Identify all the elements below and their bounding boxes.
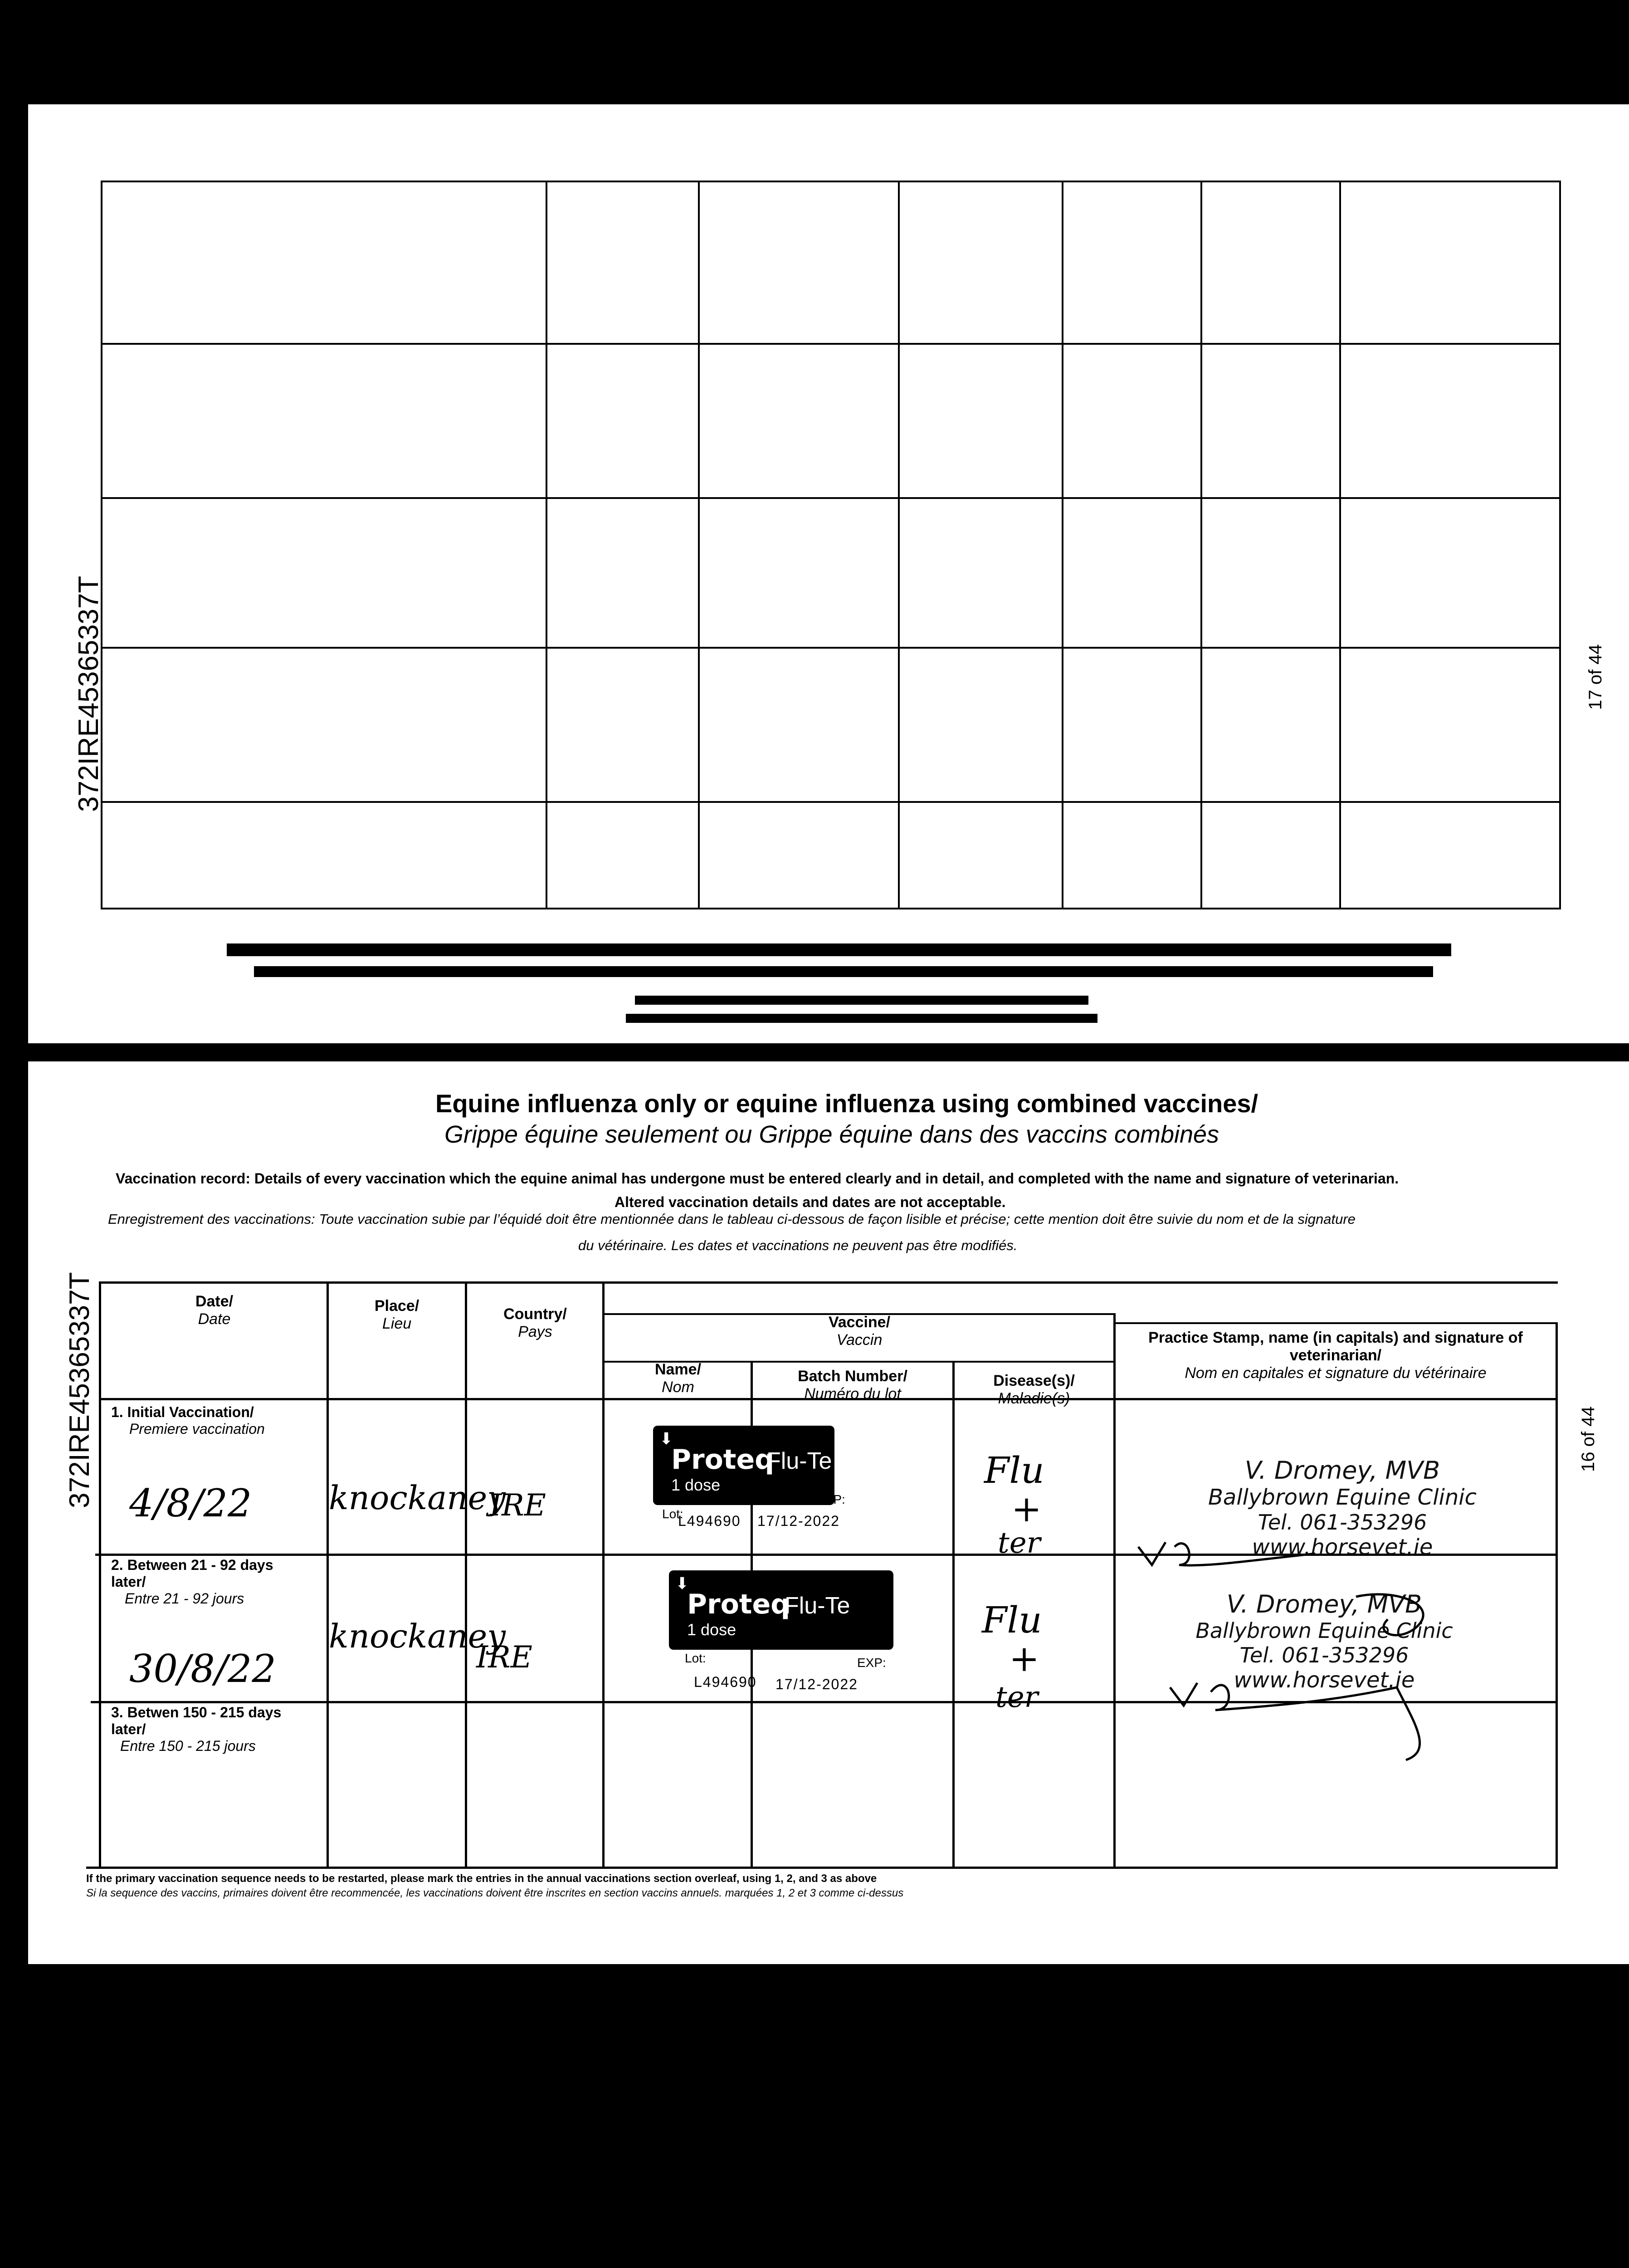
row2-disease-1: Flu [982,1599,1042,1641]
upper-redacted-line [254,966,1433,977]
sticker-brand: Proteq [687,1589,790,1620]
row2-vaccine-sticker [669,1570,893,1650]
sticker-dose: 1 dose [687,1620,736,1639]
vet-name: V. Dromey, MVB [1244,1456,1440,1485]
clinic-tel: Tel. 061-353296 [1239,1643,1409,1667]
row1-disease-plus: + [1011,1488,1042,1530]
record-label: Vaccination record: [116,1170,250,1187]
sticker-arrow-icon: ⬇ [659,1429,673,1448]
header-place: Place/ Lieu [374,1297,419,1332]
scan-bottom-edge [0,1964,1629,2268]
header-batch: Batch Number/ Numéro du lot [798,1368,907,1403]
row2-expiry: 17/12-2022 [775,1676,858,1692]
row2-disease-plus: + [1009,1637,1040,1680]
clinic-web: www.horsevet.ie [1234,1667,1415,1693]
row1-country: IRE [490,1488,546,1523]
section-title: Equine influenza only or equine influenza using combined vaccines/ [435,1089,1258,1118]
row2-batch: L494690 [694,1674,757,1690]
row2-exp-label: EXP: [857,1656,886,1670]
sticker-dose: 1 dose [671,1476,721,1494]
row1-date: 4/8/22 [129,1481,252,1525]
upper-redacted-line [626,1014,1097,1023]
sticker-arrow-icon: ⬇ [675,1574,689,1593]
row1-exp-label: EXP: [816,1492,845,1506]
row1-vaccine-sticker [653,1426,834,1505]
lower-horse-id: 372IRE45365337T [64,1272,95,1508]
header-date: Date/ Date [195,1293,234,1328]
header-stamp: Practice Stamp, name (in capitals) and signature of veterinarian/ Nom en capitales et signature du vétérinaire [1148,1329,1523,1382]
scan-top-edge [0,0,1629,104]
row1-expiry: 17/12-2022 [757,1513,840,1529]
header-name: Name/ Nom [654,1361,702,1396]
record-instructions-fr [108,1211,1356,1227]
row2-place: knockaney [329,1617,506,1655]
record-instructions-en-2: Altered vaccination details and dates are not acceptable. [615,1194,1006,1210]
row2-label: 2. Between 21 - 92 days later/ Entre 21 - 92 jours [111,1557,273,1607]
clinic-web: www.horsevet.ie [1252,1535,1433,1560]
sticker-product: Flu-Te [785,1593,850,1619]
upper-page-number: 17 of 44 [1585,644,1605,710]
upper-horse-id: 372IRE45365337T [73,576,104,812]
row3-label: 3. Betwen 150 - 215 days later/ Entre 150 - 215 jours [111,1704,282,1754]
page-fold-divider [0,1043,1629,1061]
record-text: Details of every vaccination which the equine animal has undergone must be entered clearly and in detail, and completed with the name and signature of veterinarian. [254,1170,1399,1187]
vet-name: V. Dromey, MVB [1226,1590,1422,1618]
sticker-product: Flu-Te [766,1448,832,1474]
record-fr-label: Enregistrement des vaccinations: [108,1211,315,1227]
footer-note-en: If the primary vaccination sequence needs to be restarted, please mark the entries in the annual vaccinations section overleaf, using 1, 2, and 3 as above [86,1872,877,1885]
row1-disease-1: Flu [984,1449,1044,1491]
header-country: Country/ Pays [503,1305,567,1340]
header-disease: Disease(s)/ Maladie(s) [993,1372,1075,1407]
footer-note-fr: Si la sequence des vaccins, primaires doivent être recommencée, les vaccinations doivent être inscrites en section vaccins annuels. marquées 1, 2 et 3 comme ci-dessus [86,1887,904,1899]
lower-page-number: 16 of 44 [1578,1406,1598,1472]
row2-signature [1161,1588,1478,1778]
clinic-name: Ballybrown Equine Clinic [1208,1485,1477,1510]
row1-label: 1. Initial Vaccination/ Premiere vaccination [111,1404,265,1437]
clinic-name: Ballybrown Equine Clinic [1195,1618,1453,1643]
record-instructions-en [116,1170,1399,1187]
record-fr-text: Toute vaccination subie par l’équidé doit être mentionnée dans le tableau ci-dessous de façon lisible et précise; cette mention doit être suivie du nom et de la signature [319,1211,1356,1227]
section-title-fr: Grippe équine seulement ou Grippe équine dans des vaccins combinés [444,1121,1219,1148]
upper-redacted-line [635,996,1088,1005]
row1-place: knockaney [329,1479,506,1517]
sticker-brand: Proteq [671,1444,775,1476]
clinic-tel: Tel. 061-353296 [1258,1510,1427,1535]
record-instructions-fr-2: du vétérinaire. Les dates et vaccinations ne peuvent pas être modifiés. [578,1237,1018,1253]
header-vaccine: Vaccine/ Vaccin [828,1314,891,1349]
row1-batch: L494690 [678,1513,741,1529]
upper-page-grid [101,181,1561,909]
row2-country: IRE [476,1640,532,1675]
row2-lot-label: Lot: [685,1651,706,1665]
row1-signature [1134,1529,1324,1579]
row1-disease-2: ter [998,1526,1041,1560]
upper-redacted-line [227,943,1451,956]
row2-disease-2: ter [995,1681,1039,1714]
scan-left-edge [0,68,28,1964]
row1-lot-label: Lot: [662,1507,683,1521]
row2-date: 30/8/22 [129,1647,276,1691]
